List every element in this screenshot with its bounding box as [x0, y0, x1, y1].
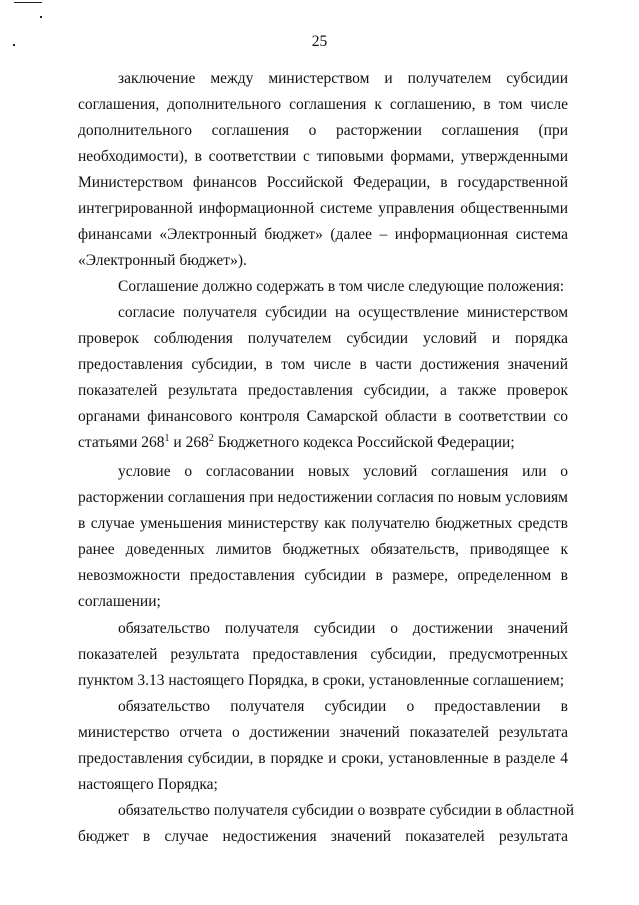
text-line: показателей результата предоставления субсидии, предусмотренных — [78, 646, 568, 663]
article-ref-middle: и 268 — [169, 434, 209, 451]
text-line: предоставления субсидии, в порядке и сроки, установленные в разделе 4 — [78, 750, 568, 767]
text-line: проверок соблюдения получателем субсидии условий и порядка — [78, 330, 568, 347]
text-line: согласие получателя субсидии на осуществление министерством — [118, 304, 568, 321]
text-line: министерство отчета о достижении значений показателей результата — [78, 724, 568, 741]
text-line: соглашения, дополнительного соглашения к соглашению, в том числе — [78, 96, 568, 113]
text-line: обязательство получателя субсидии о предоставлении в — [118, 698, 568, 715]
text-line: органами финансового контроля Самарской области в соответствии со — [78, 408, 568, 425]
text-line: Министерством финансов Российской Федерации, в государственной — [78, 174, 568, 191]
superscript: 2 — [208, 433, 214, 444]
article-ref-prefix: статьями 268 — [78, 434, 165, 451]
text-line: соглашении; — [78, 593, 161, 610]
text-line: в случае уменьшения министерству как получателю бюджетных средств — [78, 515, 568, 532]
text-line-tail: Бюджетного кодекса Российской Федерации; — [217, 434, 515, 451]
page-number: 25 — [311, 33, 328, 50]
text-line: необходимости), в соответствии с типовыми формами, утвержденными — [78, 148, 568, 165]
text-line: Соглашение должно содержать в том числе следующие положения: — [118, 278, 565, 295]
text-line: интегрированной информационной системе управления общественными — [78, 200, 568, 217]
text-line: пунктом 3.13 настоящего Порядка, в сроки, установленные соглашением; — [78, 672, 564, 689]
text-line: обязательство получателя субсидии о возврате субсидии в областной — [118, 802, 575, 819]
text-line: показателей результата предоставления субсидии, а также проверок — [78, 382, 568, 399]
text-line: «Электронный бюджет»). — [78, 252, 247, 269]
text-line: финансами «Электронный бюджет» (далее – информационная система — [78, 226, 568, 243]
text-line: обязательство получателя субсидии о достижении значений — [118, 620, 568, 637]
text-line: заключение между министерством и получателем субсидии — [118, 70, 568, 87]
text-line: невозможности предоставления субсидии в размере, определенном в — [78, 567, 568, 584]
text-line: предоставления субсидии, в том числе в части достижения значений — [78, 356, 568, 373]
text-line — [78, 433, 568, 452]
text-line: дополнительного соглашения о расторжении соглашения (при — [78, 122, 568, 139]
text-line: ранее доведенных лимитов бюджетных обязательств, приводящее к — [78, 541, 568, 558]
text-line: настоящего Порядка; — [78, 776, 218, 793]
scan-mark — [14, 2, 42, 3]
superscript: 1 — [164, 433, 170, 444]
text-line: условие о согласовании новых условий соглашения или о — [118, 463, 568, 480]
scan-mark — [40, 16, 42, 18]
text-line: бюджет в случае недостижения значений показателей результата — [78, 828, 568, 845]
text-line: расторжении соглашения при недостижении согласия по новым условиям — [78, 489, 568, 506]
